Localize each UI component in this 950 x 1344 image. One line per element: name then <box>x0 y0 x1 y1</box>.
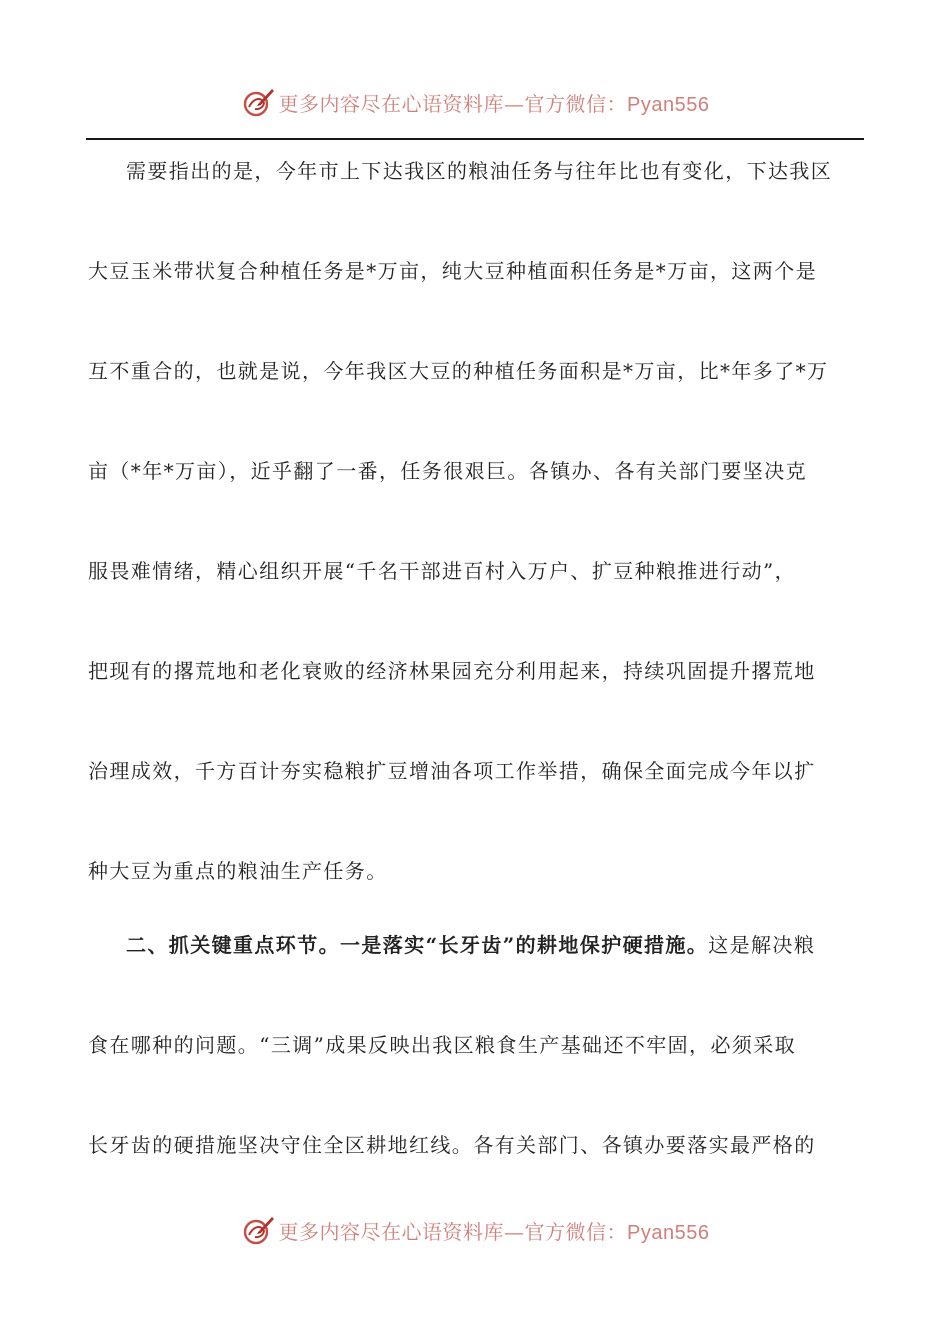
text-line: 长牙齿的硬措施坚决守住全区耕地红线。各有关部门、各镇办要落实最严格的 <box>88 1133 816 1157</box>
text-line: 把现有的撂荒地和老化衰败的经济林果园充分利用起来，持续巩固提升撂荒地 <box>88 659 816 683</box>
text-line: 需要指出的是，今年市上下达我区的粮油任务与往年比也有变化，下达我区 <box>126 159 833 183</box>
watermark-text: 更多内容尽在心语资料库—官方微信：Pyan556 <box>278 91 710 116</box>
text-line: 食在哪种的问题。“三调”成果反映出我区粮食生产基础还不牢固，必须采取 <box>88 1033 797 1057</box>
text-line: 互不重合的，也就是说，今年我区大豆的种植任务面积是*万亩，比*年多了*万 <box>88 359 829 383</box>
text-line: 服畏难情绪，精心组织开展“千名干部进百村入万户、扩豆种粮推进行动”， <box>88 559 797 583</box>
text-line: 大豆玉米带状复合种植任务是*万亩，纯大豆种植面积任务是*万亩，这两个是 <box>88 259 817 283</box>
pen-signature-icon <box>241 1213 275 1247</box>
text-line: 亩（*年*万亩），近乎翻了一番，任务很艰巨。各镇办、各有关部门要坚决克 <box>88 459 807 483</box>
text-line: 种大豆为重点的粮油生产任务。 <box>88 859 388 883</box>
document-body <box>88 145 868 1219</box>
pen-signature-icon <box>241 85 275 119</box>
header-watermark <box>0 82 950 122</box>
section-heading: 二、抓关键重点环节。一是落实“长牙齿”的耕地保护硬措施。 <box>126 933 709 957</box>
text-line: 治理成效，千方百计夯实稳粮扩豆增油各项工作举措，确保全面完成今年以扩 <box>88 759 816 783</box>
section-text: 这是解决粮 <box>708 933 816 957</box>
section-heading-line <box>88 919 868 1019</box>
footer-watermark <box>0 1210 950 1250</box>
header-rule <box>86 138 864 140</box>
watermark-text: 更多内容尽在心语资料库—官方微信：Pyan556 <box>278 1219 710 1244</box>
